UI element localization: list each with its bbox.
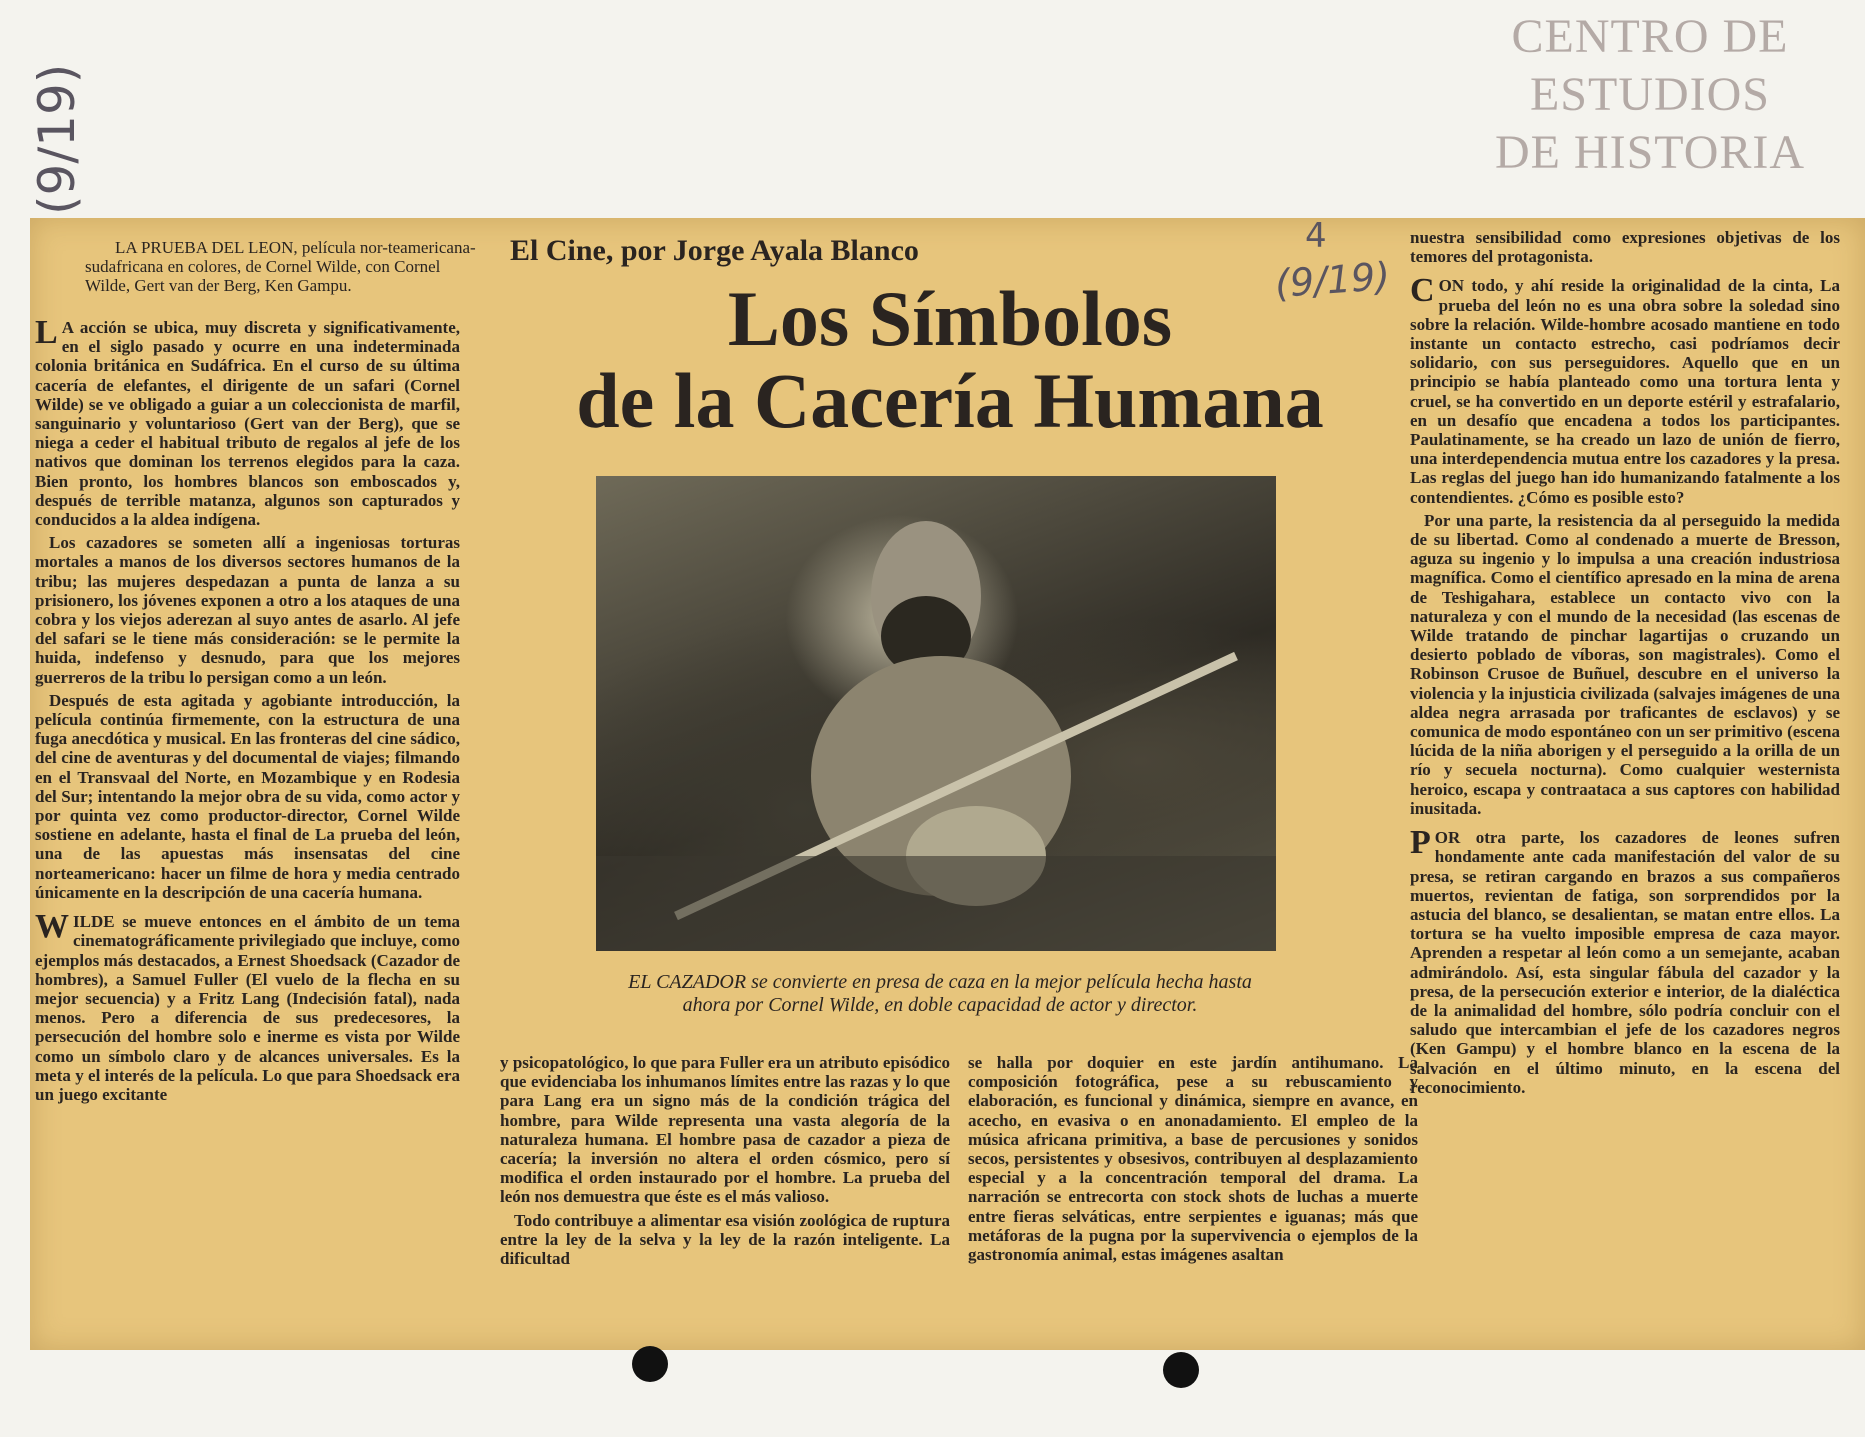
stamp-line-2: ESTUDIOS bbox=[1529, 68, 1770, 121]
column-2 bbox=[500, 1053, 950, 1272]
paragraph: Por una parte, la resistencia da al perseguido la medida de su libertad. Como al condenado a muerte de Bresson, aguza su ingenio y lo impulsa a una creación industriosa magnífica. Como el científico apresado en la mina de arena de Teshigahara, establece un contacto vivo con la naturaleza y con el mundo de la necesidad (las escenas de Wilde tratando de pinchar lagartijas o cruzando un desierto poblado de víboras, son magistrales). Como el Robinson Crusoe de Buñuel, descubre en el universo la violencia y la injusticia civilizada (salvajes imágenes de una aldea negra arrasada por traficantes de esclavos) y se comunica de modo espontáneo con un ser primitivo (escena lúcida de la niña aborigen y el perseguido a la orilla de un río y secuela nocturna). Como cualquier westernista heroico, escapa y contraataca a sus captores con habilidad inusitada. bbox=[1410, 510, 1840, 818]
paragraph bbox=[35, 314, 460, 530]
paragraph bbox=[1410, 824, 1840, 1097]
article-photo bbox=[596, 476, 1276, 951]
column-3 bbox=[968, 1053, 1418, 1268]
handwritten-number-annotation: 4 bbox=[1305, 216, 1327, 256]
column-4 bbox=[1410, 228, 1840, 1101]
paragraph: Los cazadores se someten allí a ingeniosas torturas mortales a manos de los diversos sectores humanos de la tribu; las mujeres despedazan a punta de lanza a su prisionero, los jóvenes exponen a otro a los ataques de una cobra y los viejos aderezan al suyo antes de asarlo. Al jefe del safari se le tiene más consideración: se le permite la huida, indefenso y desnudo, para que los mejores guerreros de la tribu lo persigan como a un león. bbox=[35, 533, 460, 687]
paragraph-text: ON todo, y ahí reside la originalidad de la cinta, La prueba del león no es una obra sobre la soledad sino sobre la relación. Wilde-hombre acosado mantiene en todo instante un contacto estrecho, casi podríamos decir solidario, con sus perseguidores. Aquello que en un principio se había planteado como una tortura lenta y cruel, se ha convertido en un deporte estéril y estrafalario, en un desafío que encadena a todos los participantes. Paulatinamente, se ha creado un lazo de unión de fierro, una interdependencia mutua entre los cazadores y la presa. Las reglas del juego han ido humanizando fatalmente a los contendientes. ¿Cómo es posible esto? bbox=[1410, 276, 1840, 507]
drop-cap: L bbox=[35, 314, 58, 351]
drop-cap: W bbox=[35, 908, 69, 946]
punch-hole-right bbox=[1163, 1352, 1199, 1388]
byline: El Cine, por Jorge Ayala Blanco bbox=[510, 234, 919, 267]
drop-cap: C bbox=[1410, 272, 1435, 310]
punch-hole-left bbox=[632, 1346, 668, 1382]
paragraph-text: OR otra parte, los cazadores de leones sufren hondamente ante cada manifestación del valor de su presa, se retiran cargando en brazos a sus compañeros muertos, revientan de fatiga, son sorprendidos por la astucia del blanco, se desalientan, se matan entre ellos. La tortura se ha vuelto imposible empresa de caza mayor. Aprenden a respetar al león como a un semejante, acaban admirándolo. Así, esta singular fábula del cazador y la presa, de la persecución exterior e interior, de la dialéctica de la animalidad del hombre, sólo podría concluir con el saludo que intercambian el jefe de los cazadores negros (Ken Gampu) y el hombre blanco en la escena de la salvación en el último minuto, en la escena del reconocimiento. bbox=[1410, 828, 1840, 1097]
archive-stamp bbox=[1460, 8, 1840, 182]
hunter-figure-illustration bbox=[596, 476, 1276, 951]
headline bbox=[500, 275, 1400, 444]
paragraph bbox=[35, 908, 460, 1104]
stamp-line-3: DE HISTORIA bbox=[1494, 126, 1806, 179]
headline-line-1: Los Símbolos bbox=[727, 275, 1173, 362]
film-credits: LA PRUEBA DEL LEON, película nor-teamericana-sudafricana en colores, de Cornel Wilde, con Cornel Wilde, Gert van der Berg, Ken Gampu. bbox=[85, 238, 476, 295]
paragraph: nuestra sensibilidad como expresiones objetivas de los temores del protagonista. bbox=[1410, 228, 1840, 267]
stamp-line-1: CENTRO DE bbox=[1511, 10, 1789, 63]
paragraph: Todo contribuye a alimentar esa visión zoológica de ruptura entre la ley de la selva y la ley de la razón inteligente. La dificultad bbox=[500, 1210, 950, 1269]
drop-cap: P bbox=[1410, 824, 1431, 862]
newspaper-clipping bbox=[30, 218, 1865, 1350]
paragraph: Después de esta agitada y agobiante introducción, la película continúa firmemente, con la estructura de una fuga anecdótica y musical. En las fronteras del cine sádico, del cine de aventuras y del documental de viajes; filmando en el Transvaal del Norte, en Mozambique y en Rodesia del Sur; intentando la mejor obra de su vida, como actor y por quinta vez como productor-director, Cornel Wilde sostiene en adelante, hasta el final de La prueba del león, una de las apuestas más insensatas del cine norteamericano: hacer un filme de hora y media centrado únicamente en la descripción de una cacería humana. bbox=[35, 690, 460, 902]
paragraph-text: ILDE se mueve entonces en el ámbito de un tema cinematográficamente privilegiado que incluye, como ejemplos más destacados, a Ernest Shoedsack (Cazador de hombres), a Samuel Fuller (El vuelo de la flecha en su mejor secuencia) y a Fritz Lang (Indecisión fatal), nada menos. Pero a diferencia de sus predecesores, la persecución del hombre solo e inerme es vista por Wilde como un símbolo claro y de alcances universales. Es la meta y el interés de la película. Lo que para Shoedsack era un juego excitante bbox=[35, 912, 460, 1104]
photo-caption: EL CAZADOR se convierte en presa de caza en la mejor película hecha hasta ahora por Cornel Wilde, en doble capacidad de actor y director. bbox=[628, 971, 1252, 1016]
paragraph: se halla por doquier en este jardín antihumano. La composición fotográfica, pese a su rebuscamiento y elaboración, es funcional y dinámica, siempre en avance, en acecho, en evasiva o en anonadamiento. El empleo de la música africana primitiva, a base de percusiones y sonidos secos, persistentes y obsesivos, contribuyen al desplazamiento especial y a la concentración temporal del drama. La narración se entrecorta con stock shots de luchas a muerte entre fieras selváticas, entre serpientes e iguanas; más que metáforas de la pugna por la supervivencia o ejemplos de la gastronomía animal, estas imágenes asaltan bbox=[968, 1053, 1418, 1265]
column-1 bbox=[35, 314, 460, 1108]
handwritten-date-annotation-mid: (9/19) bbox=[1273, 254, 1392, 306]
paragraph: y psicopatológico, lo que para Fuller era un atributo episódico que evidenciaba los inhumanos límites entre las razas y lo que para Lang era un signo más de la condición trágica del hombre, para Wilde representa una vasta alegoría de la naturaleza humana. El hombre pasa de cazador a pieza de cacería; la inversión no altera el orden cósmico, pero sí modifica el orden instaurado por el hombre. La prueba del león nos demuestra que éste es el más valioso. bbox=[500, 1053, 950, 1207]
handwritten-date-annotation: (9/19) bbox=[28, 63, 86, 215]
paragraph bbox=[1410, 272, 1840, 507]
headline-line-2: de la Cacería Humana bbox=[576, 357, 1324, 444]
paragraph-text: A acción se ubica, muy discreta y significativamente, en el siglo pasado y ocurre en una indeterminada colonia británica en Sudáfrica. En el curso de su última cacería de elefantes, el dirigente de un safari (Cornel Wilde) se ve obligado a guiar a un coleccionista de marfil, sanguinario y voluntarioso (Gert van der Berg), que se niega a ceder el habitual tributo de regalos al jefe de los nativos que dominan los terrenos elegidos para la caza. Bien pronto, los hombres blancos son emboscados y, después de terrible matanza, algunos son capturados y conducidos a la aldea indígena. bbox=[35, 318, 460, 530]
